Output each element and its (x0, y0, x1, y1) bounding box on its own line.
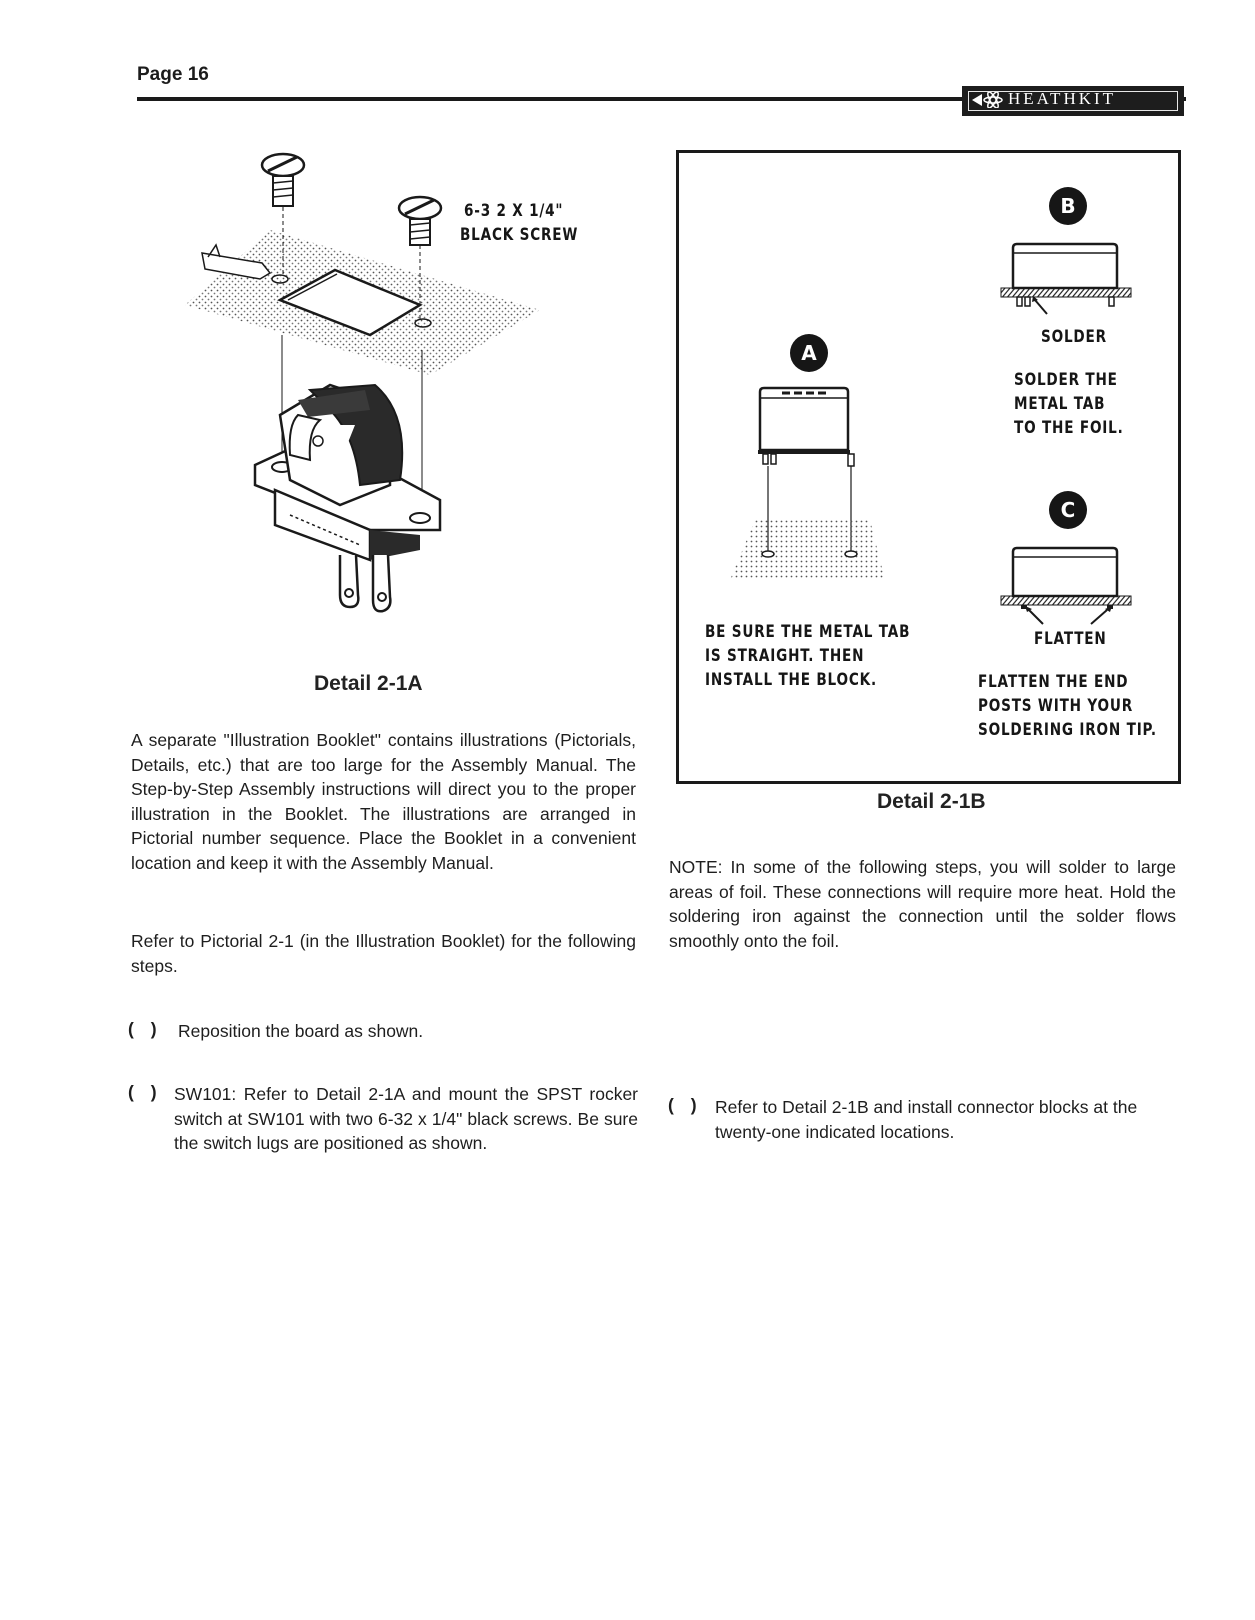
rocker-switch (255, 385, 440, 611)
screw-callout-size: 6-3 2 X 1/4" (464, 201, 564, 221)
detail-2-1a-caption: Detail 2-1A (314, 672, 423, 695)
connector-block-a-illustration (720, 380, 900, 600)
page-number: Page 16 (137, 64, 209, 85)
panel-b-text-line1: SOLDER THE (1014, 370, 1118, 390)
pictorial-reference-paragraph: Refer to Pictorial 2-1 (in the Illustration Booklet) for the following steps. (131, 931, 636, 976)
badge-b: B (1049, 187, 1087, 225)
panel-a-text-line2: IS STRAIGHT. THEN (705, 646, 865, 666)
brand-name: HEATHKIT (1008, 89, 1117, 108)
screw-callout-type: BLACK SCREW (460, 225, 579, 245)
step-checkbox[interactable]: ( ) (128, 1019, 163, 1039)
panel-b-text-line2: METAL TAB (1014, 394, 1106, 414)
step-text: SW101: Refer to Detail 2-1A and mount the SPST rocker switch at SW101 with two 6-32 x 1/4" black screws. Be sure the switch lugs are positioned as shown. (174, 1084, 638, 1153)
step-text: Reposition the board as shown. (178, 1021, 424, 1041)
step-checkbox[interactable]: ( ) (668, 1095, 703, 1115)
badge-c: C (1049, 491, 1087, 529)
atom-icon (972, 92, 1006, 108)
panel-c-text-line3: SOLDERING IRON TIP. (978, 720, 1157, 740)
detail-2-1b-caption: Detail 2-1B (877, 790, 986, 813)
panel-c-callout: FLATTEN (1034, 629, 1107, 649)
connector-block-c-illustration (995, 540, 1145, 630)
panel-a-text-line1: BE SURE THE METAL TAB (705, 622, 911, 642)
step-checkbox[interactable]: ( ) (128, 1082, 163, 1102)
panel-b-text-line3: TO THE FOIL. (1014, 418, 1124, 438)
panel-b-callout: SOLDER (1041, 327, 1107, 347)
badge-a: A (790, 334, 828, 372)
panel-c-text-line1: FLATTEN THE END (978, 672, 1129, 692)
panel-a-text-line3: INSTALL THE BLOCK. (705, 670, 877, 690)
soldering-note: NOTE: In some of the following steps, you will solder to large areas of foil. These connections will require more heat. Hold the soldering iron against the connection until the solder flows smoothly onto the foil. (669, 857, 1176, 951)
heathkit-logo (962, 86, 1184, 116)
step-text: Refer to Detail 2-1B and install connector blocks at the twenty-one indicated locations. (715, 1097, 1138, 1142)
panel-c-text-line2: POSTS WITH YOUR (978, 696, 1134, 716)
illustration-booklet-paragraph: A separate "Illustration Booklet" contains illustrations (Pictorials, Details, etc.) that are too large for the Assembly Manual. The Step-by-Step Assembly instructions will direct you to the proper illustration in the Booklet. The illustrations are arranged in Pictorial number sequence. Place the Booklet in a convenient location and keep it with the Assembly Manual. (131, 730, 636, 873)
connector-block-b-illustration (995, 238, 1145, 318)
